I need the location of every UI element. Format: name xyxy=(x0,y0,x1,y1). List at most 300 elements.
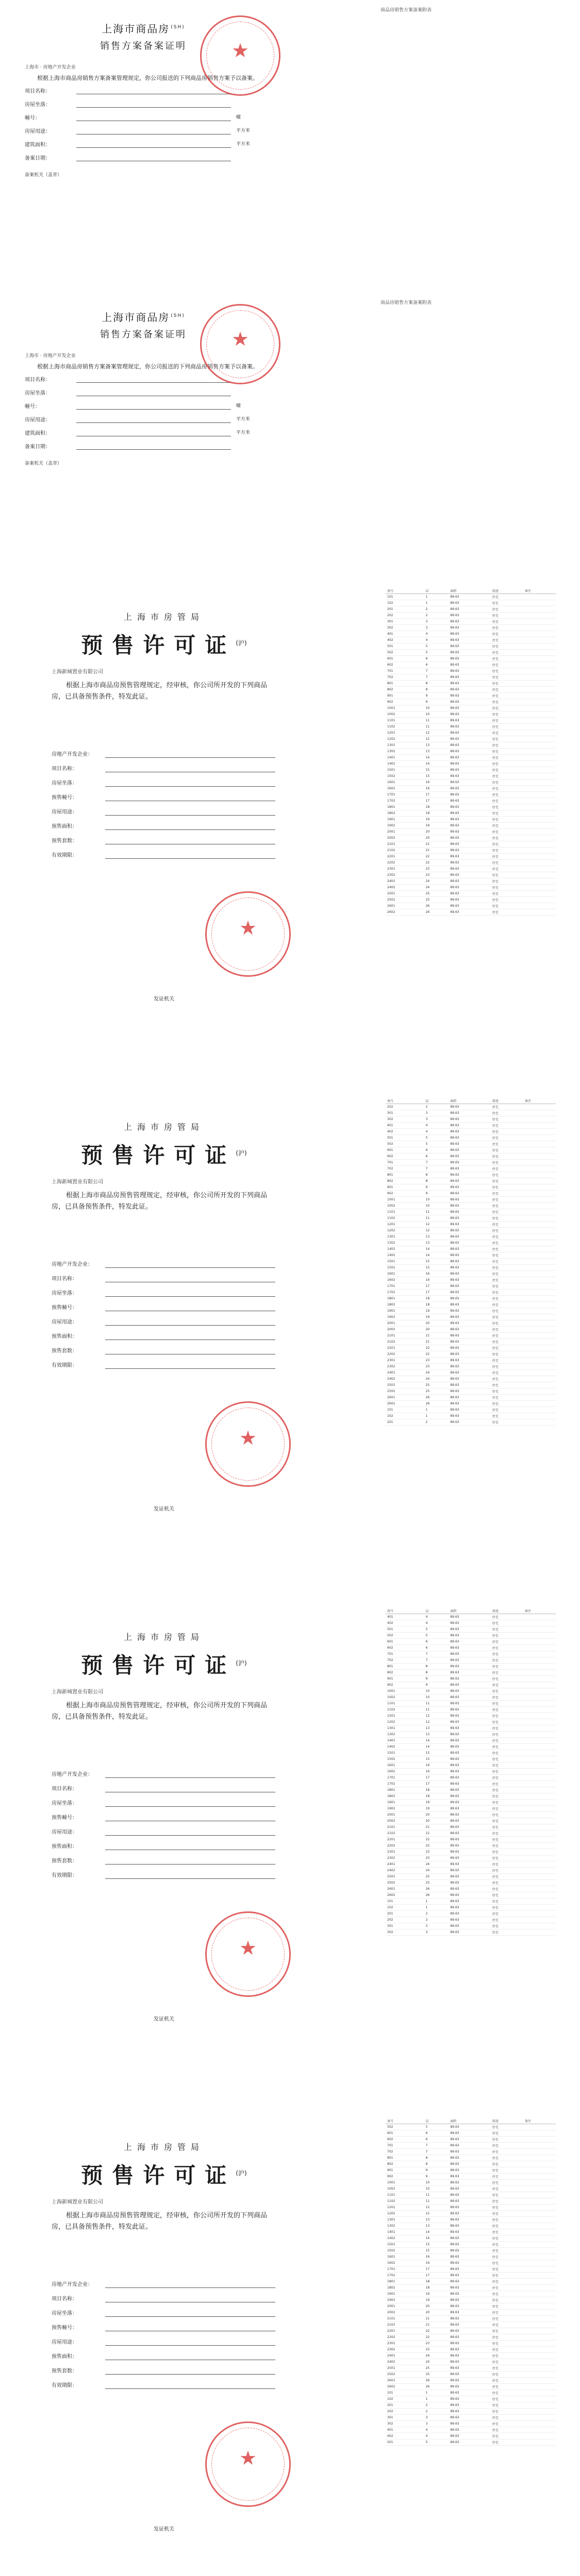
table-row xyxy=(386,2347,556,2353)
annex-cell: 21 xyxy=(424,1831,449,1837)
annex-cell: 住宅 xyxy=(491,2211,523,2217)
annex-cell: 8 xyxy=(424,1664,449,1670)
annex-cell: 1502 xyxy=(386,773,424,779)
annex-cell: 89.63 xyxy=(449,1744,490,1750)
table-row xyxy=(386,1178,556,1184)
annex-cell: 23 xyxy=(424,2347,449,2353)
annex-cell xyxy=(523,2273,556,2279)
table-row xyxy=(386,1222,556,1228)
permit-field-label: 房屋坐落： xyxy=(52,1801,77,1806)
annex-cell xyxy=(523,878,556,885)
annex-cell: 89.63 xyxy=(449,1172,490,1178)
annex-cell: 89.63 xyxy=(449,613,490,619)
annex-cell: 89.63 xyxy=(449,2439,490,2446)
annex-cell: 14 xyxy=(424,1738,449,1744)
annex-cell: 住宅 xyxy=(491,2365,523,2371)
annex-cell: 702 xyxy=(386,2149,424,2155)
permit-company: 上海新城置业有限公司 xyxy=(52,669,103,675)
annex-cell xyxy=(523,2186,556,2192)
annex-cell: 15 xyxy=(424,1750,449,1756)
annex-cell: 22 xyxy=(424,860,449,866)
annex-cell: 6 xyxy=(424,2130,449,2137)
table-row xyxy=(386,1283,556,1290)
table-row xyxy=(386,773,556,779)
annex-cell xyxy=(523,860,556,866)
table-row xyxy=(386,1633,556,1639)
annex-cell: 19 xyxy=(424,1806,449,1812)
annex-cell: 89.63 xyxy=(449,1252,490,1259)
permit-title: 预售许可证$^{(沪)}$ xyxy=(81,1653,247,1678)
annex-cell: 89.63 xyxy=(449,749,490,755)
annex-cell: 住宅 xyxy=(491,1228,523,1234)
annex-cell: 1902 xyxy=(386,823,424,829)
annex-cell: 5 xyxy=(424,1141,449,1147)
annex-cell xyxy=(523,2235,556,2242)
table-row xyxy=(386,817,556,823)
filing-field-label: 幢号： xyxy=(25,115,40,121)
annex-cell xyxy=(523,1775,556,1781)
annex-cell: 住宅 xyxy=(491,742,523,749)
annex-cell: 住宅 xyxy=(491,736,523,742)
annex-cell: 住宅 xyxy=(491,2310,523,2316)
permit-title: 预售许可证$^{(沪)}$ xyxy=(81,1143,247,1168)
annex-cell: 89.63 xyxy=(449,1645,490,1651)
annex-cell: 住宅 xyxy=(491,1320,523,1327)
annex-cell: 1801 xyxy=(386,1787,424,1793)
table-row xyxy=(386,1923,556,1929)
table-row xyxy=(386,1849,556,1855)
filing-field-label: 房屋坐落： xyxy=(25,391,51,396)
annex-cell xyxy=(523,1756,556,1762)
table-row xyxy=(386,2273,556,2279)
annex-cell xyxy=(523,1738,556,1744)
permit-issuer: 发证机关 xyxy=(154,1506,174,1512)
annex-cell: 89.63 xyxy=(449,1407,490,1413)
presale-permit-page xyxy=(4,1066,576,1577)
annex-cell: 1 xyxy=(424,1905,449,1911)
annex-cell: 402 xyxy=(386,2433,424,2439)
annex-cell: 22 xyxy=(424,1843,449,1849)
table-row xyxy=(386,650,556,656)
annex-cell: 10 xyxy=(424,1197,449,1203)
annex-cell: 住宅 xyxy=(491,767,523,773)
annex-cell: 89.63 xyxy=(449,656,490,662)
permit-body-text: 根据上海市商品房预售管理规定，经审核，你公司所开发的下列商品房，已具备预售条件，特发此证。 xyxy=(52,1702,268,1721)
annex-cell: 住宅 xyxy=(491,1812,523,1818)
annex-cell xyxy=(523,1651,556,1657)
annex-cell: 89.63 xyxy=(449,1664,490,1670)
annex-cell: 2201 xyxy=(386,2328,424,2334)
annex-cell: 89.63 xyxy=(449,2402,490,2409)
table-row xyxy=(386,1333,556,1339)
annex-cell xyxy=(523,854,556,860)
red-seal-stamp xyxy=(205,2421,291,2507)
table-row xyxy=(386,2365,556,2371)
annex-cell: 住宅 xyxy=(491,841,523,848)
annex-cell xyxy=(523,1203,556,1209)
filing-field-row xyxy=(25,413,334,426)
table-row xyxy=(386,1639,556,1645)
annex-cell: 2101 xyxy=(386,841,424,848)
annex-cell: 89.63 xyxy=(449,810,490,817)
table-row xyxy=(386,1277,556,1283)
annex-cell xyxy=(523,625,556,631)
annex-cell: 住宅 xyxy=(491,2439,523,2446)
annex-cell xyxy=(523,1172,556,1178)
annex-cell: 住宅 xyxy=(491,1265,523,1271)
table-row xyxy=(386,2266,556,2273)
annex-cell: 17 xyxy=(424,792,449,798)
annex-cell: 住宅 xyxy=(491,1781,523,1787)
annex-cell: 102 xyxy=(386,1413,424,1419)
annex-cell xyxy=(523,779,556,786)
filing-field-unit: 平方米 xyxy=(236,128,251,133)
red-seal-stamp xyxy=(205,1401,291,1487)
annex-cell: 住宅 xyxy=(491,2378,523,2384)
table-row xyxy=(386,2149,556,2155)
annex-col-header: 层 xyxy=(424,1607,449,1614)
annex-cell: 住宅 xyxy=(491,1382,523,1388)
annex-cell: 89.63 xyxy=(449,755,490,761)
annex-cell: 89.63 xyxy=(449,2328,490,2334)
annex-cell xyxy=(523,1401,556,1407)
annex-cell: 9 xyxy=(424,1682,449,1688)
annex-cell: 26 xyxy=(424,2378,449,2384)
annex-cell: 住宅 xyxy=(491,1670,523,1676)
annex-cell: 1902 xyxy=(386,1806,424,1812)
annex-cell: 住宅 xyxy=(491,1222,523,1228)
filing-subtitle: 销售方案备案证明 xyxy=(100,41,187,52)
annex-cell: 802 xyxy=(386,2161,424,2167)
annex-cell: 89.63 xyxy=(449,742,490,749)
annex-cell: 住宅 xyxy=(491,817,523,823)
annex-cell xyxy=(523,2279,556,2285)
annex-unit-table xyxy=(386,587,556,916)
annex-cell: 4 xyxy=(424,1129,449,1135)
permit-field-row xyxy=(52,790,299,804)
annex-cell: 住宅 xyxy=(491,848,523,854)
field-underline xyxy=(105,1777,275,1778)
table-row xyxy=(386,619,556,625)
annex-cell: 301 xyxy=(386,2415,424,2421)
annex-cell: 住宅 xyxy=(491,2198,523,2205)
annex-cell: 6 xyxy=(424,1639,449,1645)
permit-field-label: 房屋坐落： xyxy=(52,781,77,786)
annex-cell: 住宅 xyxy=(491,594,523,600)
annex-cell: 住宅 xyxy=(491,1769,523,1775)
annex-cell: 住宅 xyxy=(491,643,523,650)
table-row xyxy=(386,742,556,749)
annex-cell: 住宅 xyxy=(491,625,523,631)
table-row xyxy=(386,736,556,742)
annex-cell: 21 xyxy=(424,2316,449,2322)
filing-form xyxy=(25,309,334,466)
annex-col-header: 用途 xyxy=(491,2117,523,2124)
annex-cell: 住宅 xyxy=(491,2217,523,2223)
table-row xyxy=(386,1812,556,1818)
annex-cell: 12 xyxy=(424,2205,449,2211)
table-row xyxy=(386,2254,556,2260)
star-icon: ★ xyxy=(239,1427,257,1449)
table-row xyxy=(386,1843,556,1849)
annex-cell: 8 xyxy=(424,1670,449,1676)
filing-field-label: 房屋用途： xyxy=(25,129,51,134)
annex-cell: 住宅 xyxy=(491,2341,523,2347)
field-underline xyxy=(105,2374,275,2375)
annex-cell: 89.63 xyxy=(449,2409,490,2415)
annex-cell: 89.63 xyxy=(449,854,490,860)
annex-cell: 12 xyxy=(424,1719,449,1725)
annex-cell: 89.63 xyxy=(449,1333,490,1339)
table-row xyxy=(386,2409,556,2415)
annex-cell xyxy=(523,1732,556,1738)
annex-cell: 2602 xyxy=(386,909,424,916)
annex-cell: 17 xyxy=(424,2273,449,2279)
table-row xyxy=(386,594,556,600)
annex-cell: 89.63 xyxy=(449,650,490,656)
annex-cell xyxy=(523,2205,556,2211)
permit-field-row xyxy=(52,819,299,833)
annex-cell: 89.63 xyxy=(449,804,490,810)
annex-cell: 89.63 xyxy=(449,2205,490,2211)
annex-cell: 89.63 xyxy=(449,2347,490,2353)
table-row xyxy=(386,2371,556,2378)
permit-field-row xyxy=(52,2378,299,2392)
table-row xyxy=(386,2310,556,2316)
annex-cell: 住宅 xyxy=(491,1911,523,1917)
annex-cell: 89.63 xyxy=(449,600,490,606)
presale-permit-page xyxy=(4,1577,576,2087)
table-row xyxy=(386,2192,556,2198)
annex-cell xyxy=(523,2198,556,2205)
annex-cell: 住宅 xyxy=(491,2279,523,2285)
annex-cell: 3 xyxy=(424,1929,449,1936)
field-underline xyxy=(105,1267,275,1268)
annex-cell: 1901 xyxy=(386,1800,424,1806)
annex-cell: 89.63 xyxy=(449,1191,490,1197)
annex-cell: 20 xyxy=(424,2303,449,2310)
annex-col-header: 备注 xyxy=(523,1607,556,1614)
annex-cell xyxy=(523,1855,556,1861)
annex-cell: 16 xyxy=(424,1271,449,1277)
field-underline xyxy=(105,2287,275,2288)
permit-field-label: 预售幢号： xyxy=(52,1305,77,1311)
annex-cell: 89.63 xyxy=(449,2334,490,2341)
annex-cell: 14 xyxy=(424,2235,449,2242)
annex-cell: 101 xyxy=(386,594,424,600)
annex-cell: 10 xyxy=(424,1688,449,1694)
table-row xyxy=(386,1382,556,1388)
table-row xyxy=(386,891,556,897)
annex-cell: 89.63 xyxy=(449,823,490,829)
annex-cell xyxy=(523,2427,556,2433)
annex-cell xyxy=(523,742,556,749)
annex-cell: 13 xyxy=(424,749,449,755)
annex-cell xyxy=(523,1682,556,1688)
annex-cell: 89.63 xyxy=(449,1812,490,1818)
annex-cell xyxy=(523,1166,556,1172)
annex-cell: 6 xyxy=(424,656,449,662)
annex-cell: 2102 xyxy=(386,848,424,854)
annex-cell: 202 xyxy=(386,2409,424,2415)
table-row xyxy=(386,749,556,755)
annex-cell: 301 xyxy=(386,1110,424,1116)
annex-cell: 住宅 xyxy=(491,1787,523,1793)
annex-cell: 17 xyxy=(424,1781,449,1787)
annex-cell: 住宅 xyxy=(491,1351,523,1358)
annex-cell: 89.63 xyxy=(449,835,490,841)
annex-col-header: 房号 xyxy=(386,587,424,594)
annex-cell xyxy=(523,1388,556,1395)
annex-cell: 1002 xyxy=(386,2186,424,2192)
table-row xyxy=(386,841,556,848)
annex-cell: 8 xyxy=(424,681,449,687)
annex-cell: 1801 xyxy=(386,1296,424,1302)
annex-cell: 17 xyxy=(424,1290,449,1296)
field-underline xyxy=(76,382,231,383)
annex-cell: 1701 xyxy=(386,1283,424,1290)
annex-cell: 2002 xyxy=(386,2310,424,2316)
permit-field-row xyxy=(52,2335,299,2348)
annex-cell: 202 xyxy=(386,1104,424,1110)
annex-cell: 89.63 xyxy=(449,711,490,718)
annex-cell xyxy=(523,1234,556,1240)
annex-cell: 住宅 xyxy=(491,2415,523,2421)
annex-cell xyxy=(523,835,556,841)
table-row xyxy=(386,885,556,891)
table-row xyxy=(386,1917,556,1923)
annex-cell: 2602 xyxy=(386,1401,424,1407)
table-row xyxy=(386,1290,556,1296)
annex-cell: 20 xyxy=(424,829,449,835)
table-row xyxy=(386,767,556,773)
annex-cell: 89.63 xyxy=(449,2353,490,2359)
annex-cell: 住宅 xyxy=(491,878,523,885)
annex-cell: 12 xyxy=(424,1713,449,1719)
annex-cell: 住宅 xyxy=(491,1762,523,1769)
annex-cell: 住宅 xyxy=(491,829,523,835)
annex-cell: 22 xyxy=(424,2334,449,2341)
annex-cell: 1601 xyxy=(386,779,424,786)
annex-cell: 18 xyxy=(424,804,449,810)
table-row xyxy=(386,1259,556,1265)
annex-cell: 2 xyxy=(424,2402,449,2409)
annex-cell xyxy=(523,2149,556,2155)
annex-cell: 住宅 xyxy=(491,2303,523,2310)
annex-cell: 18 xyxy=(424,810,449,817)
annex-cell: 住宅 xyxy=(491,2409,523,2415)
annex-cell: 89.63 xyxy=(449,1265,490,1271)
annex-cell: 89.63 xyxy=(449,1620,490,1626)
annex-cell xyxy=(523,2439,556,2446)
annex-cell: 89.63 xyxy=(449,2384,490,2390)
table-row xyxy=(386,1345,556,1351)
annex-cell: 7 xyxy=(424,668,449,674)
table-row xyxy=(386,2217,556,2223)
annex-cell: 701 xyxy=(386,1160,424,1166)
annex-cell: 89.63 xyxy=(449,1228,490,1234)
annex-cell: 住宅 xyxy=(491,2161,523,2167)
annex-cell: 3 xyxy=(424,1116,449,1123)
annex-cell: 89.63 xyxy=(449,2186,490,2192)
annex-cell: 住宅 xyxy=(491,1302,523,1308)
annex-cell: 住宅 xyxy=(491,1283,523,1290)
annex-cell: 住宅 xyxy=(491,1849,523,1855)
annex-col-header: 房号 xyxy=(386,1607,424,1614)
table-row xyxy=(386,2155,556,2161)
annex-cell xyxy=(523,1228,556,1234)
annex-cell: 1202 xyxy=(386,2211,424,2217)
annex-col-header: 面积 xyxy=(449,587,490,594)
field-underline xyxy=(105,1296,275,1297)
annex-cell xyxy=(523,1874,556,1880)
annex-cell xyxy=(523,1824,556,1831)
annex-cell: 101 xyxy=(386,1407,424,1413)
annex-cell xyxy=(523,2137,556,2143)
annex-cell: 1 xyxy=(424,1407,449,1413)
annex-cell xyxy=(523,1308,556,1314)
table-row xyxy=(386,1172,556,1178)
annex-cell: 住宅 xyxy=(491,1831,523,1837)
permit-field-row xyxy=(52,848,299,861)
field-underline xyxy=(105,815,275,816)
annex-cell: 1802 xyxy=(386,810,424,817)
annex-cell: 89.63 xyxy=(449,1283,490,1290)
annex-cell: 1902 xyxy=(386,1314,424,1320)
table-row xyxy=(386,1388,556,1395)
annex-cell: 住宅 xyxy=(491,662,523,668)
annex-cell: 12 xyxy=(424,736,449,742)
annex-cell: 89.63 xyxy=(449,1831,490,1837)
annex-cell: 89.63 xyxy=(449,1725,490,1732)
annex-cell: 住宅 xyxy=(491,1314,523,1320)
annex-cell: 89.63 xyxy=(449,1240,490,1246)
table-row xyxy=(386,1694,556,1701)
annex-cell xyxy=(523,2402,556,2409)
annex-cell: 住宅 xyxy=(491,1123,523,1129)
annex-cell: 2501 xyxy=(386,891,424,897)
annex-cell: 7 xyxy=(424,1651,449,1657)
annex-cell: 住宅 xyxy=(491,1339,523,1345)
annex-cell xyxy=(523,829,556,835)
permit-field-row xyxy=(52,1329,299,1343)
annex-col-header: 层 xyxy=(424,1097,449,1104)
annex-cell: 住宅 xyxy=(491,1308,523,1314)
annex-cell: 401 xyxy=(386,1123,424,1129)
annex-col-header: 面积 xyxy=(449,2117,490,2124)
annex-cell: 89.63 xyxy=(449,1184,490,1191)
annex-cell: 89.63 xyxy=(449,1651,490,1657)
table-row xyxy=(386,643,556,650)
annex-cell: 89.63 xyxy=(449,2285,490,2291)
annex-cell: 住宅 xyxy=(491,1395,523,1401)
permit-field-label: 房屋用途： xyxy=(52,1319,77,1325)
annex-cell: 89.63 xyxy=(449,1388,490,1395)
table-row xyxy=(386,1905,556,1911)
annex-cell: 89.63 xyxy=(449,767,490,773)
annex-cell: 1901 xyxy=(386,2291,424,2297)
filing-field-row xyxy=(25,138,334,150)
annex-cell: 住宅 xyxy=(491,2124,523,2130)
annex-cell: 住宅 xyxy=(491,1701,523,1707)
annex-cell: 1201 xyxy=(386,1222,424,1228)
annex-cell: 住宅 xyxy=(491,1861,523,1868)
permit-field-row xyxy=(52,1782,299,1795)
permit-field-label: 预售套数： xyxy=(52,1858,77,1864)
annex-cell: 1801 xyxy=(386,804,424,810)
annex-cell xyxy=(523,687,556,693)
table-row xyxy=(386,804,556,810)
